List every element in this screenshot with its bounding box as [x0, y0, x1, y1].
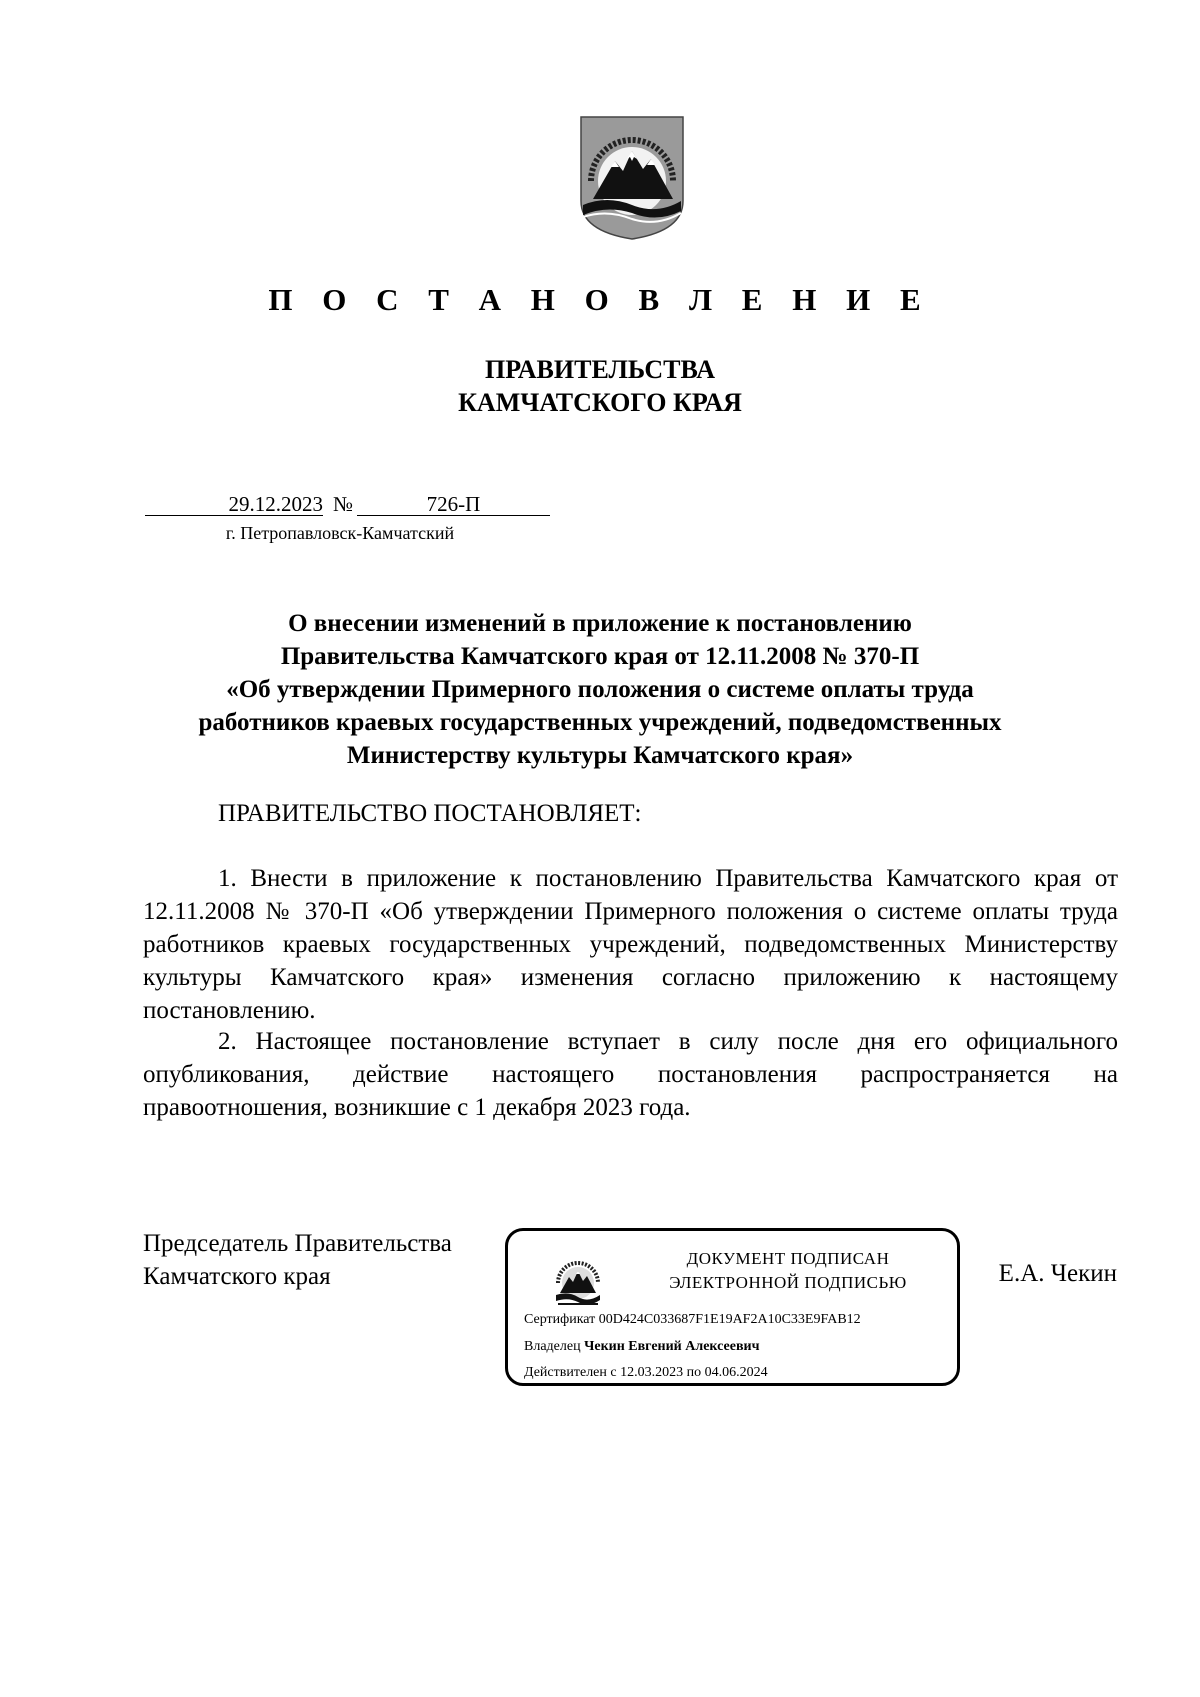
subject-line: О внесении изменений в приложение к постановлению: [288, 610, 912, 637]
government-line-1: ПРАВИТЕЛЬСТВА: [485, 355, 715, 384]
document-subject: [140, 607, 1060, 772]
valid-to: 04.06.2024: [704, 1365, 768, 1380]
stamp-heading-1: ДОКУМЕНТ ПОДПИСАН: [686, 1249, 890, 1268]
owner-value: Чекин Евгений Алексеевич: [584, 1339, 760, 1354]
stamp-heading-2: ЭЛЕКТРОННОЙ ПОДПИСЬЮ: [669, 1273, 907, 1292]
electronic-signature-stamp: [505, 1228, 960, 1386]
document-title: П О С Т А Н О В Л Е Н И Е: [268, 282, 932, 317]
signer-name: Е.А. Чекин: [998, 1260, 1117, 1287]
signer-position-line: Камчатского края: [143, 1263, 331, 1290]
signer-position-line: Председатель Правительства: [143, 1230, 452, 1257]
subject-line: работников краевых государственных учреждений, подведомственных: [198, 709, 1002, 736]
government-line-2: КАМЧАТСКОГО КРАЯ: [458, 388, 742, 417]
city: г. Петропавловск-Камчатский: [225, 523, 455, 543]
document-date: 29.12.2023: [145, 492, 323, 516]
paragraph-2: 2. Настоящее постановление вступает в силу после дня его официального опубликования, действие настоящего постановления распространяется на правоотношения, возникшие с 1 декабря 2023 года.: [143, 1028, 1118, 1121]
valid-label: Действителен: [524, 1365, 607, 1380]
stamp-emblem-icon: [552, 1253, 604, 1309]
document-number: 726-П: [357, 492, 550, 516]
stamp-validity: [524, 1365, 768, 1381]
paragraph-1: 1. Внести в приложение к постановлению Правительства Камчатского края от 12.11.2008 № 370-П «Об утверждении Примерного положения о системе оплаты труда работников краевых государственных учреждений, подведомственных Министерству культуры Камчатского края» изменения согласно приложению к настоящему постановлению.: [143, 865, 1118, 1024]
valid-from: 12.03.2023: [620, 1365, 684, 1380]
subject-line: Правительства Камчатского края от 12.11.2008 № 370-П: [280, 643, 920, 670]
owner-label: Владелец: [524, 1339, 581, 1354]
signer-position: [143, 1227, 452, 1293]
coat-of-arms-icon: [577, 113, 687, 241]
subject-line: «Об утверждении Примерного положения о системе оплаты труда: [226, 676, 974, 703]
valid-from-prefix: с: [610, 1365, 617, 1380]
number-sign: №: [333, 492, 354, 516]
certificate-value: 00D424C033687F1E19AF2A10C33E9FAB12: [598, 1312, 861, 1327]
decree-heading: ПРАВИТЕЛЬСТВО ПОСТАНОВЛЯЕТ:: [218, 800, 642, 827]
certificate-label: Сертификат: [524, 1312, 596, 1327]
subject-line: Министерству культуры Камчатского края»: [346, 742, 854, 769]
registration-line: [145, 490, 550, 520]
stamp-certificate: [524, 1312, 861, 1328]
valid-to-prefix: по: [686, 1365, 702, 1380]
stamp-owner: [524, 1339, 759, 1355]
